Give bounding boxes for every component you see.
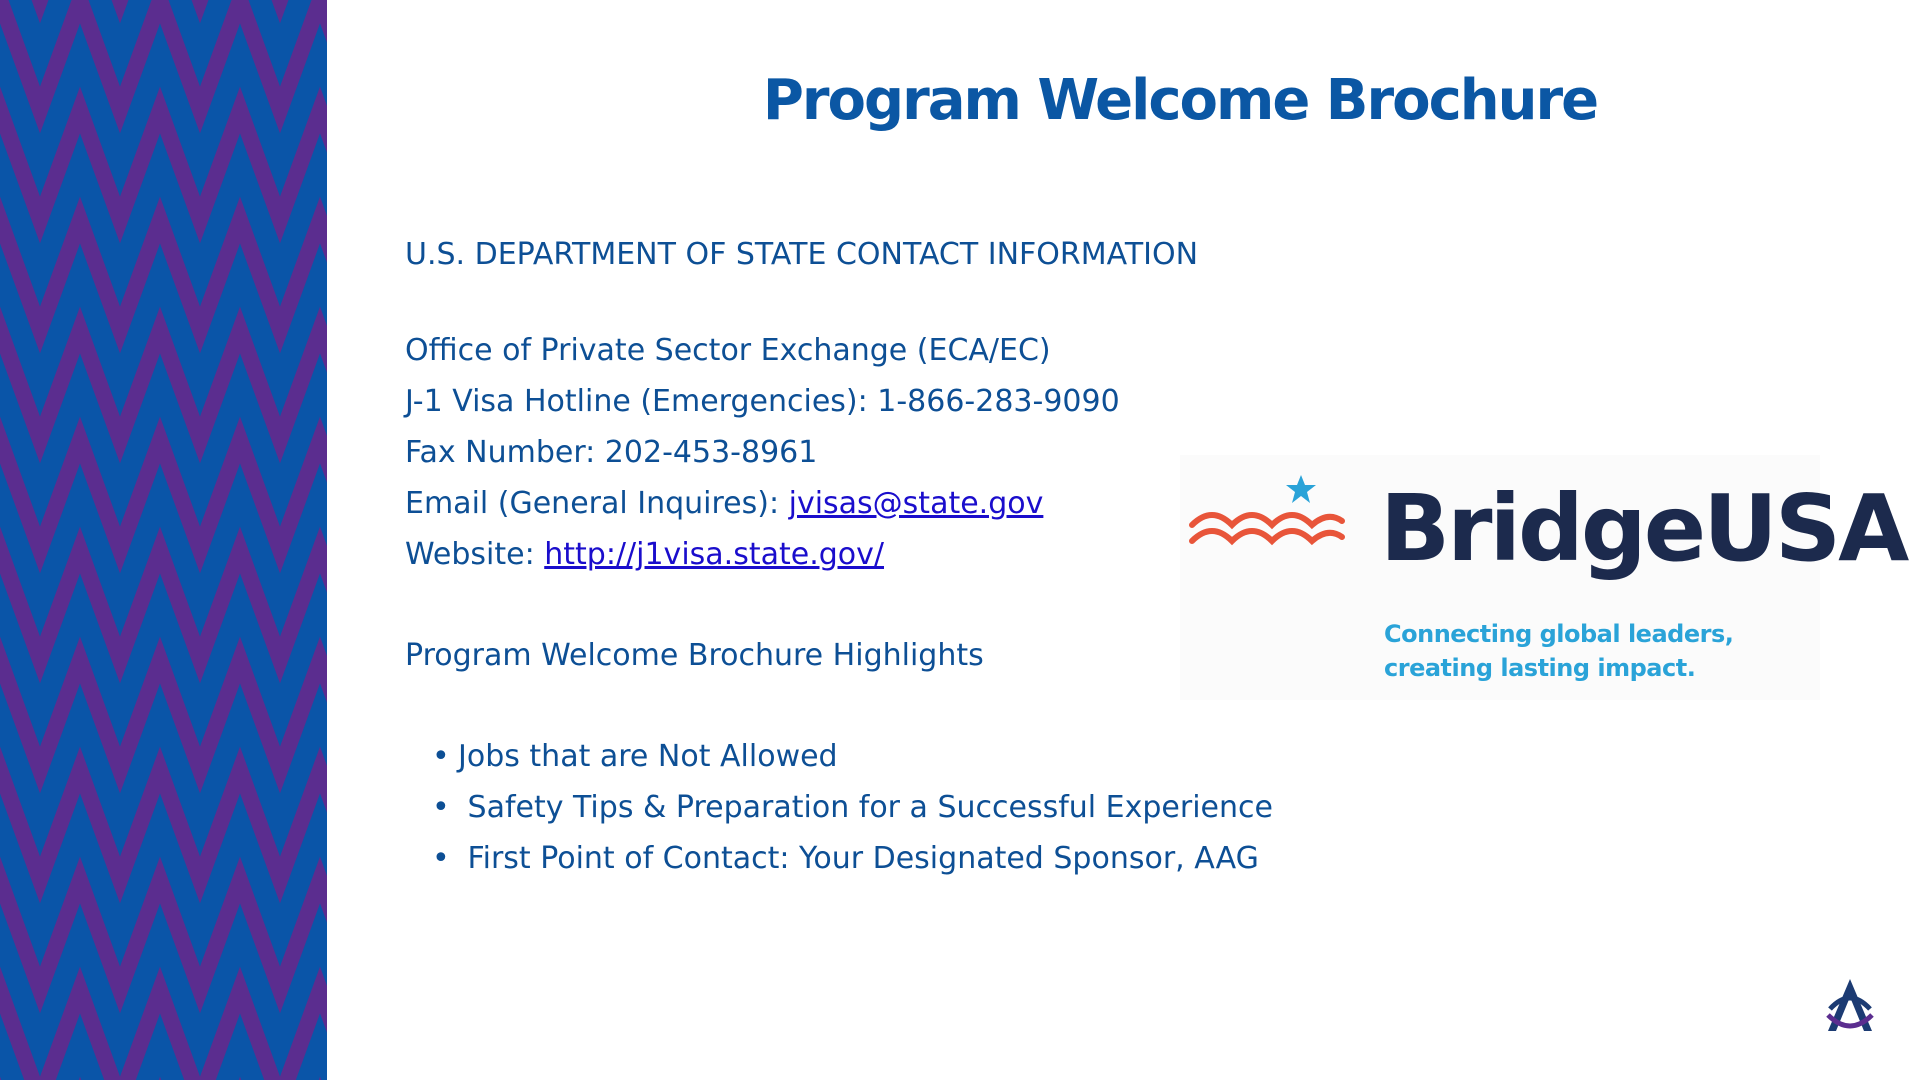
bridgeusa-tagline [1384, 617, 1733, 685]
tagline-line-1: Connecting global leaders, [1384, 620, 1734, 648]
fax-number: Fax Number: 202-453-8961 [405, 435, 818, 470]
page-title: Program Welcome Brochure [762, 68, 1598, 133]
decorative-side-panel [0, 0, 327, 1080]
email-line [405, 486, 1043, 521]
aag-logo-icon [1822, 975, 1878, 1035]
list-item [432, 790, 1273, 825]
office-name: Office of Private Sector Exchange (ECA/EC) [405, 333, 1051, 368]
list-item-label: Jobs that are Not Allowed [458, 739, 838, 774]
tagline-line-2: creating lasting impact. [1384, 654, 1696, 682]
highlights-heading: Program Welcome Brochure Highlights [405, 638, 984, 673]
bullet-icon: • [432, 790, 450, 825]
bullet-icon: • [432, 739, 450, 774]
email-label: Email (General Inquires): [405, 486, 789, 521]
list-item-label: First Point of Contact: Your Designated Sponsor, AAG [458, 841, 1259, 876]
hotline-number: J-1 Visa Hotline (Emergencies): 1-866-283-9090 [405, 384, 1120, 419]
bridgeusa-wordmark: BridgeUSA [1380, 475, 1907, 582]
bridgeusa-logo [1180, 455, 1907, 700]
list-item [432, 739, 838, 774]
website-label: Website: [405, 537, 545, 572]
chevron-pattern [0, 0, 327, 1080]
email-link[interactable]: jvisas@state.gov [788, 486, 1044, 521]
bridgeusa-arches-icon [1188, 475, 1348, 565]
list-item [432, 841, 1259, 876]
website-line [405, 537, 884, 572]
list-item-label: Safety Tips & Preparation for a Successful Experience [458, 790, 1273, 825]
contact-heading: U.S. DEPARTMENT OF STATE CONTACT INFORMATION [405, 237, 1199, 272]
website-link[interactable]: http://j1visa.state.gov/ [544, 537, 884, 572]
bullet-icon: • [432, 841, 450, 876]
